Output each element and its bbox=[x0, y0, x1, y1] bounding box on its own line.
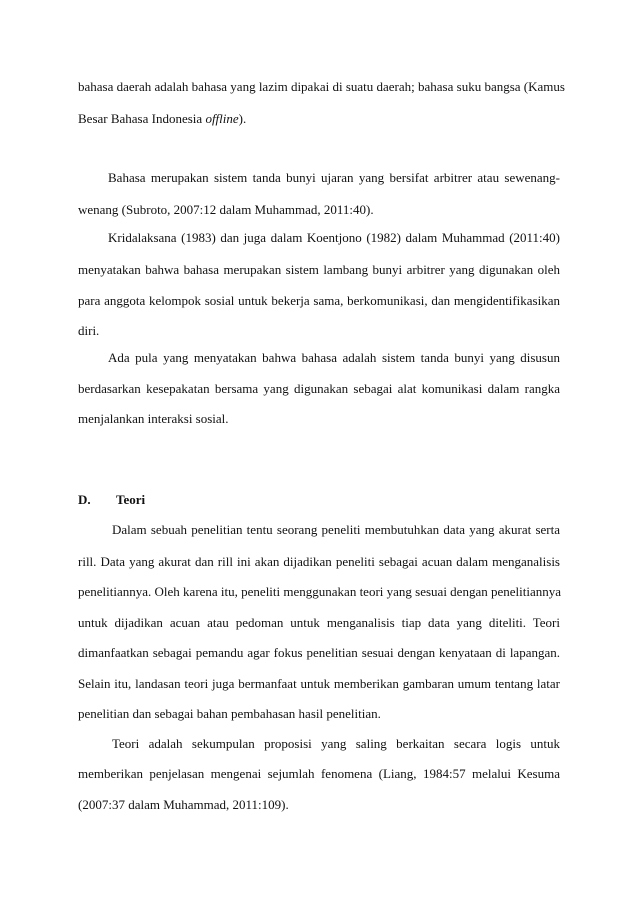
paragraph-line: Dalam sebuah penelitian tentu seorang peneliti membutuhkan data yang akurat serta bbox=[112, 522, 560, 537]
paragraph-line: rill. Data yang akurat dan rill ini akan dijadikan peneliti sebagai acuan dalam menganalisis bbox=[78, 554, 560, 569]
section-title: Teori bbox=[116, 492, 146, 507]
paragraph-line: Teori adalah sekumpulan proposisi yang saling berkaitan secara logis untuk bbox=[112, 736, 560, 751]
section-number: D. bbox=[78, 492, 91, 507]
paragraph-line: Kridalaksana (1983) dan juga dalam Koentjono (1982) dalam Muhammad (2011:40) bbox=[108, 230, 560, 245]
paragraph-line: Selain itu, landasan teori juga bermanfaat untuk memberikan gambaran umum tentang latar bbox=[78, 676, 560, 691]
paragraph-line: memberikan penjelasan mengenai sejumlah fenomena (Liang, 1984:57 melalui Kesuma bbox=[78, 766, 560, 781]
text-span: Besar Bahasa Indonesia bbox=[78, 111, 206, 126]
paragraph-line: berdasarkan kesepakatan bersama yang digunakan sebagai alat komunikasi dalam rangka bbox=[78, 381, 560, 396]
paragraph-line: diri. bbox=[78, 323, 100, 338]
paragraph-line: menyatakan bahwa bahasa merupakan sistem lambang bunyi arbitrer yang digunakan oleh bbox=[78, 262, 560, 277]
paragraph-line: penelitiannya. Oleh karena itu, peneliti menggunakan teori yang sesuai dengan penelitiannya bbox=[78, 584, 561, 599]
paragraph-line: bahasa daerah adalah bahasa yang lazim dipakai di suatu daerah; bahasa suku bangsa (Kamus bbox=[78, 79, 565, 94]
paragraph-line: Ada pula yang menyatakan bahwa bahasa adalah sistem tanda bunyi yang disusun bbox=[108, 350, 560, 365]
italic-term: offline bbox=[205, 111, 239, 126]
paragraph-line: wenang (Subroto, 2007:12 dalam Muhammad, 2011:40). bbox=[78, 202, 374, 217]
paragraph-line: dimanfaatkan sebagai pemandu agar fokus penelitian sesuai dengan kenyataan di lapangan. bbox=[78, 645, 560, 660]
section-heading bbox=[78, 492, 145, 508]
paragraph-line: Bahasa merupakan sistem tanda bunyi ujaran yang bersifat arbitrer atau sewenang- bbox=[108, 170, 560, 185]
paragraph-line: untuk dijadikan acuan atau pedoman untuk menganalisis tiap data yang diteliti. Teori bbox=[78, 615, 560, 630]
paragraph-line: penelitian dan sebagai bahan pembahasan hasil penelitian. bbox=[78, 706, 381, 721]
paragraph-line: (2007:37 dalam Muhammad, 2011:109). bbox=[78, 797, 289, 812]
paragraph-line: menjalankan interaksi sosial. bbox=[78, 411, 229, 426]
paragraph-line: para anggota kelompok sosial untuk bekerja sama, berkomunikasi, dan mengidentifikasikan bbox=[78, 293, 560, 308]
paragraph-line bbox=[78, 111, 560, 127]
text-span: ). bbox=[238, 111, 247, 126]
